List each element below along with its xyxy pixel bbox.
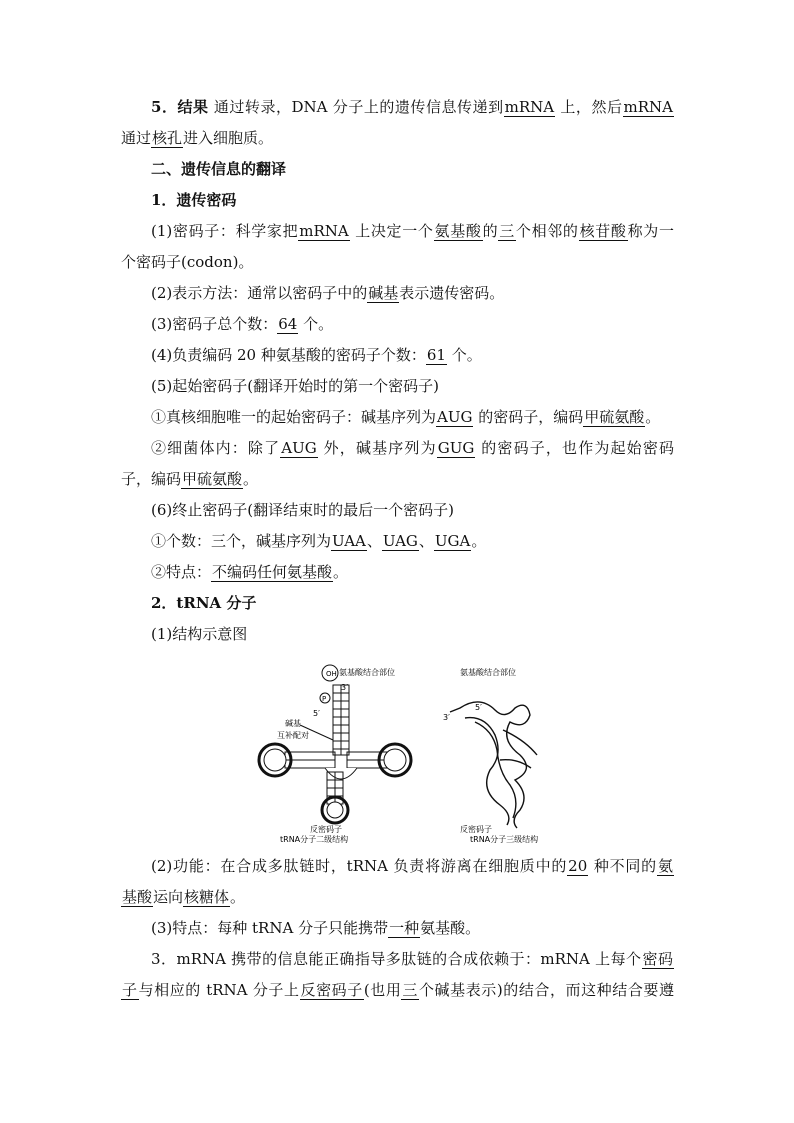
subheading-trna: 2．tRNA 分子 — [151, 594, 257, 612]
section-3-line2: 子与相应的 tRNA 分子上反密码子(也用三个碱基表示)的结合，而这种结合要遵 — [122, 981, 674, 999]
oh-label: OH — [326, 670, 337, 678]
left-anticodon-label: 反密码子 — [310, 825, 342, 834]
item-1-line2: 个密码子(codon)。 — [121, 253, 254, 271]
right-site-label: 氨基酸结合部位 — [460, 668, 516, 677]
right-anticodon-label: 反密码子 — [460, 825, 492, 834]
right-3-label: 3′ — [443, 713, 450, 722]
right-caption: tRNA分子三级结构 — [470, 835, 539, 844]
subheading-genetic-code: 1．遗传密码 — [151, 191, 237, 209]
function-line1: (2)功能：在合成多肽链时，tRNA 负责将游离在细胞质中的20 种不同的氨 — [151, 857, 673, 875]
feature-line: (3)特点：每种 tRNA 分子只能携带一种氨基酸。 — [151, 919, 481, 937]
item-2: (2)表示方法：通常以密码子中的碱基表示遗传密码。 — [151, 284, 505, 302]
base-label: 碱基 — [285, 719, 301, 728]
trna-diagram — [255, 660, 585, 845]
item-3: (3)密码子总个数：64 个。 — [151, 315, 334, 333]
item-6-b: ②特点：不编码任何氨基酸。 — [151, 563, 349, 581]
left-site-label: 氨基酸结合部位 — [339, 668, 395, 677]
section-heading-translation: 二、遗传信息的翻译 — [151, 160, 287, 178]
item-5-b-line2: 子，编码甲硫氨酸。 — [121, 470, 259, 488]
pairing-label: 互补配对 — [277, 731, 309, 740]
para-5-line1: 5．结果 通过转录，DNA 分子上的遗传信息传递到mRNA 上，然后mRNA — [151, 98, 673, 116]
item-4: (4)负责编码 20 种氨基酸的密码子个数：61 个。 — [151, 346, 482, 364]
function-line2: 基酸运向核糖体。 — [122, 888, 246, 906]
p-label: P — [322, 695, 327, 703]
item-5-b-line1: ②细菌体内：除了AUG 外，碱基序列为GUG 的密码子，也作为起始密码 — [151, 439, 674, 457]
item-structure: (1)结构示意图 — [151, 625, 248, 643]
section-3-line1: 3．mRNA 携带的信息能正确指导多肽链的合成依赖于：mRNA 上每个密码 — [151, 950, 673, 968]
item-6: (6)终止密码子(翻译结束时的最后一个密码子) — [151, 501, 454, 519]
item-5: (5)起始密码子(翻译开始时的第一个密码子) — [151, 377, 439, 395]
left-caption: tRNA分子二级结构 — [280, 835, 349, 844]
item-6-a: ①个数：三个，碱基序列为UAA、UAG、UGA。 — [151, 532, 487, 550]
trna-figure — [255, 660, 585, 845]
left-5-label: 5′ — [313, 709, 320, 718]
left-3-label: 3′ — [341, 683, 348, 692]
item-1-line1: (1)密码子：科学家把mRNA 上决定一个氨基酸的三个相邻的核苷酸称为一 — [151, 222, 674, 240]
para-5-line2: 通过核孔进入细胞质。 — [121, 129, 274, 147]
item-5-a: ①真核细胞唯一的起始密码子：碱基序列为AUG 的密码子，编码甲硫氨酸。 — [151, 408, 661, 426]
right-5-label: 5′ — [475, 703, 482, 712]
